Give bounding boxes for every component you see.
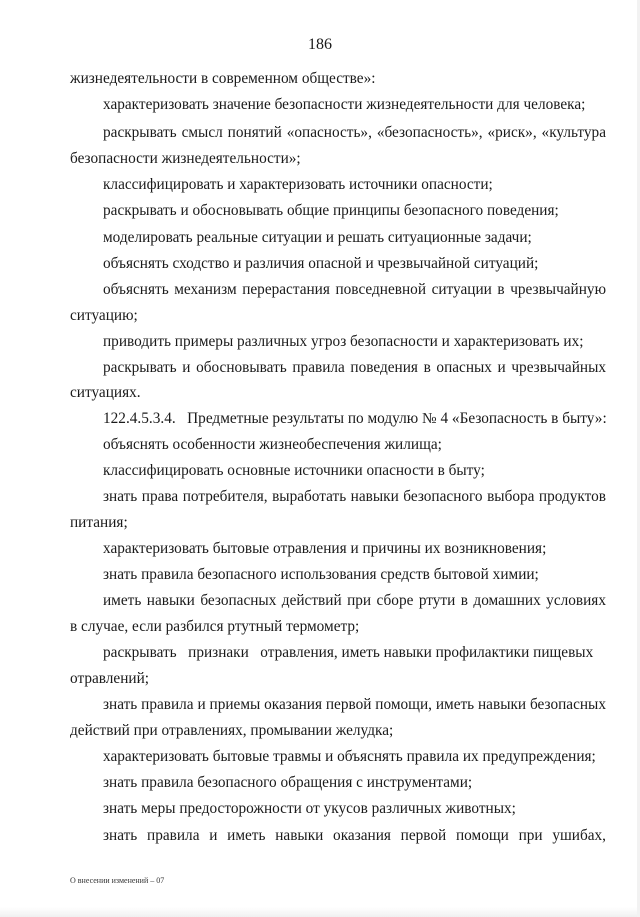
text-line: знать права потребителя, выработать навыки безопасного выбора продуктов (103, 488, 606, 505)
scan-edge (0, 907, 640, 917)
text-line: ситуацию; (70, 307, 138, 324)
text-line: знать правила безопасного обращения с инструментами; (103, 774, 473, 791)
text-line: ситуациях. (70, 384, 141, 401)
text-line: безопасности жизнедеятельности»; (70, 150, 301, 167)
text-line: приводить примеры различных угроз безопасности и характеризовать их; (103, 333, 584, 350)
text-line: знать правила и приемы оказания первой помощи, иметь навыки безопасных (103, 696, 606, 713)
text-line: классифицировать основные источники опасности в быту; (103, 462, 485, 479)
text-line: характеризовать значение безопасности жизнедеятельности для человека; (103, 96, 586, 113)
text-line: объяснять сходство и различия опасной и чрезвычайной ситуаций; (103, 255, 539, 272)
text-line: знать меры предосторожности от укусов различных животных; (103, 800, 516, 817)
text-line: отравлений; (70, 670, 150, 687)
text-line: объяснять механизм перерастания повседневной ситуации в чрезвычайную (103, 281, 606, 298)
text-line: характеризовать бытовые травмы и объяснять правила их предупреждения; (103, 748, 596, 765)
footer-note: О внесении изменений – 07 (70, 876, 165, 885)
text-line: раскрывать признаки отравления, иметь навыки профилактики пищевых (103, 644, 594, 661)
text-line: раскрывать смысл понятий «опасность», «безопасность», «риск», «культура (103, 124, 606, 141)
text-line: моделировать реальные ситуации и решать ситуационные задачи; (103, 229, 532, 246)
text-line: объяснять особенности жизнеобеспечения жилища; (103, 436, 442, 453)
text-line: действий при отравлениях, промывании желудка; (70, 722, 394, 739)
text-line: жизнедеятельности в современном обществе»: (70, 70, 376, 87)
text-line: знать правила безопасного использования средств бытовой химии; (103, 566, 539, 583)
text-line: в случае, если разбился ртутный термометр; (70, 618, 360, 635)
text-line: питания; (70, 514, 128, 531)
text-line: знать правила и иметь навыки оказания первой помощи при ушибах, (103, 827, 606, 844)
text-line: классифицировать и характеризовать источники опасности; (103, 176, 493, 193)
text-line: раскрывать и обосновывать общие принципы безопасного поведения; (103, 202, 559, 219)
page-number: 186 (308, 36, 332, 53)
text-line: иметь навыки безопасных действий при сборе ртути в домашних условиях (103, 592, 606, 609)
section-heading: 122.4.5.3.4. Предметные результаты по модулю № 4 «Безопасность в быту»: (103, 410, 607, 427)
text-line: раскрывать и обосновывать правила поведения в опасных и чрезвычайных (103, 359, 606, 376)
text-line: характеризовать бытовые отравления и причины их возникновения; (103, 540, 547, 557)
